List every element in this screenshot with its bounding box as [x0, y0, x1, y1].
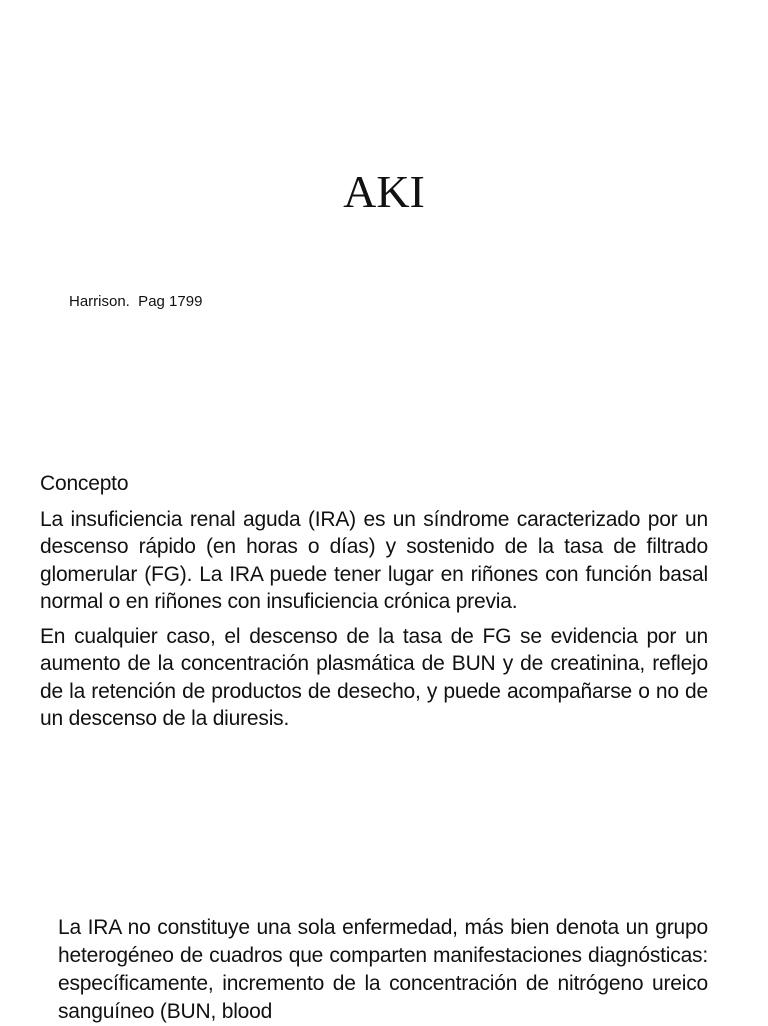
source-reference: Harrison. Pag 1799 [69, 293, 203, 310]
page-title: AKI [343, 166, 425, 217]
bottom-paragraph: La IRA no constituye una sola enfermedad, más bien denota un grupo heterogéneo de cuadros que comparten manifestaciones diagnósticas: específicamente, incremento de la concentración de nitrógeno ureico sanguíneo (BUN, blood [58, 916, 708, 1023]
section-heading: Concepto [40, 472, 129, 495]
bottom-section [58, 914, 708, 1026]
concept-paragraph-2: En cualquier caso, el descenso de la tasa de FG se evidencia por un aumento de la concentración plasmática de BUN y de creatinina, reflejo de la retención de productos de desecho, y puede acompañarse o no de un descenso de la diuresis. [40, 624, 708, 730]
concept-section [40, 470, 708, 733]
concept-paragraph-1: La insuficiencia renal aguda (IRA) es un síndrome caracterizado por un descenso rápido (en horas o días) y sostenido de la tasa de filtrado glomerular (FG). La IRA puede tener lugar en riñones con función basal normal o en riñones con insuficiencia crónica previa. [40, 507, 708, 613]
